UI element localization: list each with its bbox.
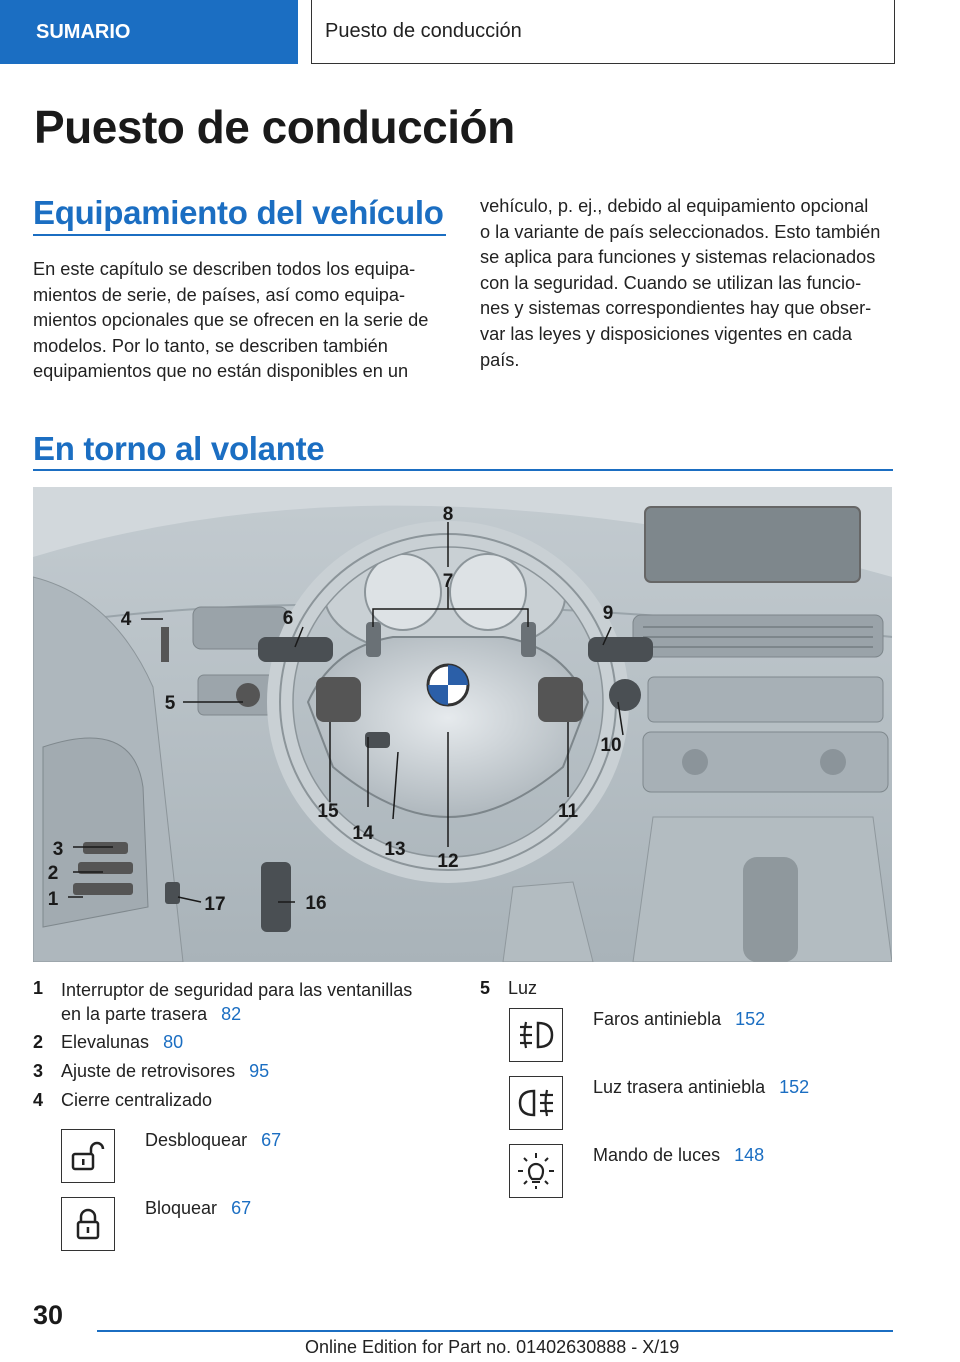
- lock-icon: [61, 1197, 115, 1251]
- legend-number: 2: [33, 1032, 44, 1052]
- callout-7: 7: [442, 571, 454, 592]
- legend-text: Cierre centralizado: [61, 1090, 213, 1110]
- callout-10: 10: [600, 735, 622, 756]
- footer-rule: [97, 1330, 893, 1332]
- section-heading-volante: En torno al volante: [33, 430, 325, 467]
- heading-rule: [33, 234, 446, 236]
- section-heading-equipamiento: Equipamiento del vehículo: [33, 194, 444, 231]
- callout-16: 16: [305, 893, 327, 914]
- callout-3: 3: [52, 839, 64, 860]
- callout-6: 6: [282, 608, 294, 629]
- legend-number: 3: [33, 1061, 44, 1081]
- legend-item-1: [33, 978, 453, 1026]
- legend-item-4: [33, 1090, 453, 1111]
- callout-5: 5: [164, 693, 176, 714]
- callout-15: 15: [317, 801, 339, 822]
- cockpit-illustration: [33, 487, 892, 962]
- page-number: 30: [33, 1300, 64, 1330]
- legend-left: [33, 978, 453, 1111]
- legend-item-3: [33, 1061, 453, 1082]
- callout-12: 12: [437, 851, 459, 872]
- legend-number: 5: [480, 978, 491, 998]
- callout-17: 17: [204, 894, 226, 915]
- page-ref-link[interactable]: 152: [779, 1077, 810, 1097]
- page-ref-link[interactable]: 67: [261, 1130, 282, 1150]
- callout-4: 4: [120, 609, 132, 630]
- page-title: Puesto de conducción: [34, 101, 515, 153]
- page-ref-link[interactable]: 80: [163, 1032, 184, 1052]
- legend-sub-light-switch: Mando de luces 148: [593, 1145, 765, 1165]
- heading-rule-2: [33, 469, 893, 471]
- legend-text: Ajuste de retrovisores 95: [61, 1061, 270, 1081]
- front-fog-light-icon: [509, 1008, 563, 1062]
- legend-sub-rear-fog: Luz trasera antiniebla 152: [593, 1077, 810, 1097]
- legend-sub-unlock: Desbloquear 67: [145, 1130, 282, 1150]
- callout-9: 9: [602, 603, 614, 624]
- legend-number: 4: [33, 1090, 44, 1110]
- callout-2: 2: [47, 863, 59, 884]
- callout-13: 13: [384, 839, 406, 860]
- rear-fog-light-icon: [509, 1076, 563, 1130]
- page-ref-link[interactable]: 148: [734, 1145, 765, 1165]
- header-section-title: Puesto de conducción: [311, 0, 895, 64]
- callout-14: 14: [352, 823, 374, 844]
- light-switch-icon: [509, 1144, 563, 1198]
- page-ref-link[interactable]: 152: [735, 1009, 766, 1029]
- page-ref-link[interactable]: 67: [231, 1198, 252, 1218]
- sumario-tab[interactable]: SUMARIO: [0, 0, 298, 64]
- legend-sub-lock: Bloquear 67: [145, 1198, 252, 1218]
- callout-11: 11: [557, 801, 579, 822]
- intro-paragraph-col1: En este capítulo se describen todos los equipa- mientos de serie, de países, así como equipa- mientos opcionales que se ofrecen en la serie de modelos. Por lo tanto, se describen también equipamientos que no están disponibles en un: [33, 259, 429, 382]
- legend-sub-front-fog: Faros antiniebla 152: [593, 1009, 766, 1029]
- unlock-icon: [61, 1129, 115, 1183]
- legend-text: Elevalunas 80: [61, 1032, 184, 1052]
- page-ref-link[interactable]: 82: [221, 1004, 242, 1024]
- legend-number: 1: [33, 978, 44, 998]
- legend-item-5: [480, 978, 537, 999]
- footer-edition: Online Edition for Part no. 01402630888 - X/19: [305, 1337, 680, 1357]
- intro-paragraph-col2: vehículo, p. ej., debido al equipamiento opcional o la variante de país seleccionados. Esto también se aplica para funciones y sistemas relacionados con la seguridad. Cuando se utilizan las funcio- nes y sistemas correspondientes hay que obser- var las leyes y disposiciones vigentes en cada país.: [480, 196, 881, 370]
- callout-1: 1: [47, 889, 59, 910]
- page-ref-link[interactable]: 95: [249, 1061, 270, 1081]
- callout-8: 8: [442, 504, 454, 525]
- legend-text: Luz: [508, 978, 538, 998]
- legend-item-2: [33, 1032, 453, 1053]
- legend-text: Interruptor de seguridad para las ventanillas en la parte trasera 82: [61, 980, 413, 1024]
